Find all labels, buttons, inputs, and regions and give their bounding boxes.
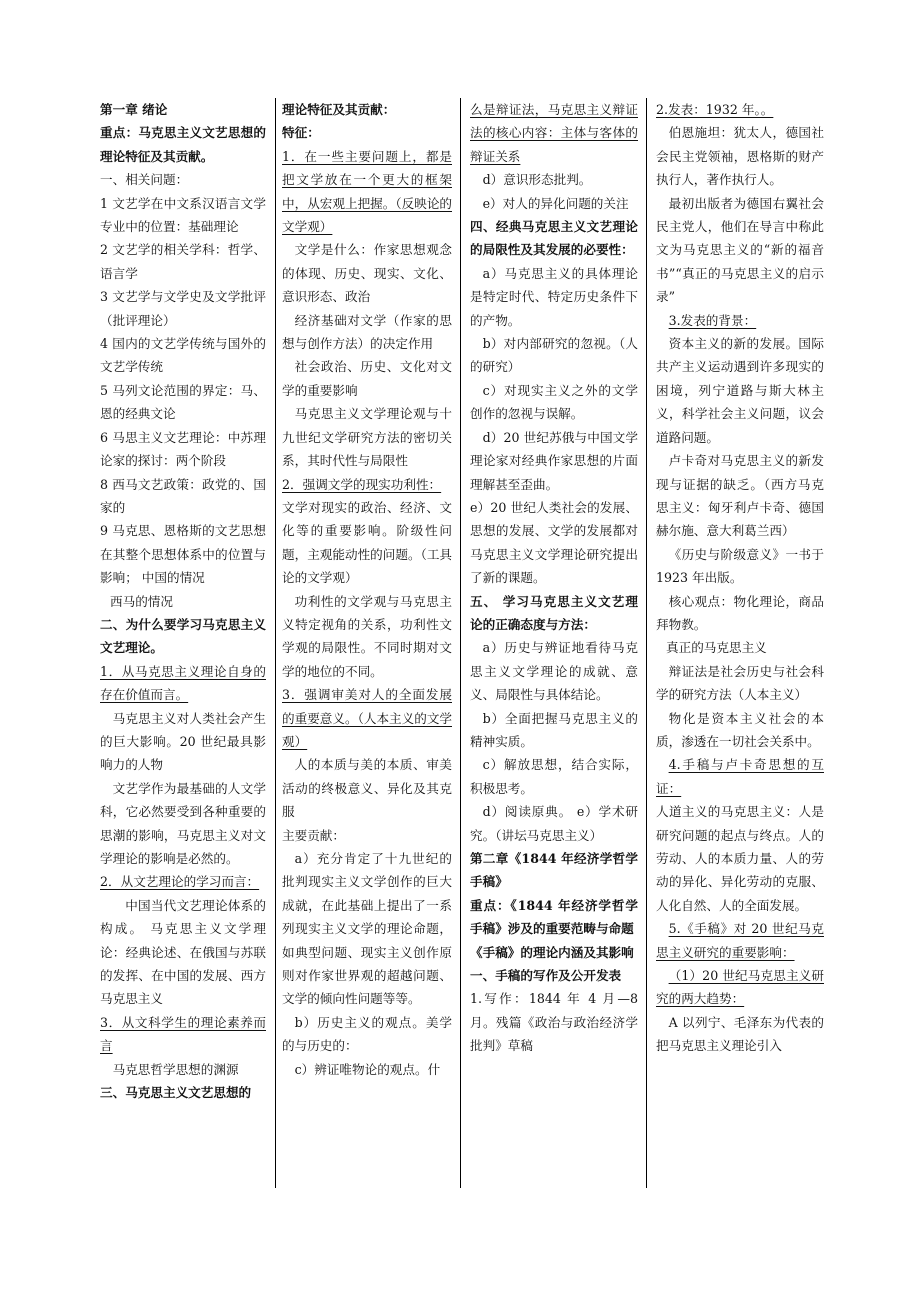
paragraph: 马克思主义对人类社会产生的巨大影响。20 世纪最具影响力的人物 — [100, 710, 266, 773]
paragraph: 文艺学作为最基础的人文学科，它必然要受到各种重要的思潮的影响，马克思主义对文学理论的影响是必然的。 — [100, 780, 266, 866]
paragraph: 4.手稿与卢卡奇思想的互证： — [656, 757, 824, 796]
paragraph: 重点：《1844 年经济学哲学手稿》涉及的重要范畴与命题 — [470, 897, 638, 937]
paragraph: 1．从马克思主义理论自身的存在价值而言。 — [100, 663, 266, 703]
paragraph: 辩证法是社会历史与社会科学的研究方法（人本主义） — [656, 663, 824, 703]
paragraph: 人的本质与美的本质、审美活动的终极意义、异化及其克服 — [282, 757, 452, 820]
paragraph: 3 文艺学与文学史及文学批评（批评理论） — [100, 289, 266, 328]
paragraph: （1）20 世纪马克思主义研究的两大趋势： — [656, 968, 824, 1007]
paragraph: 2．从文艺理论的学习而言： — [100, 874, 260, 890]
paragraph: 2．强调文学的现实功利性： — [282, 476, 442, 492]
text-column-1 — [100, 98, 266, 1188]
paragraph: 3．强调审美对人的全面发展的重要意义。（人本主义的文学观） — [282, 687, 452, 749]
paragraph: e）20 世纪人类社会的发展、思想的发展、文学的发展都对马克思主义文学理论研究提出了新的课题。 — [470, 499, 638, 586]
paragraph: a）历史与辨证地看待马克思主义文学理论的成就、意义、局限性与具体结论。 — [470, 640, 638, 703]
paragraph: 马克思哲学思想的渊源 — [112, 1061, 239, 1077]
paragraph: 核心观点：物化理论，商品拜物教。 — [656, 593, 824, 632]
paragraph: 四、经典马克思主义文艺理论的局限性及其发展的必要性： — [470, 219, 638, 258]
paragraph: 8 西马文艺政策：政党的、国家的 — [100, 476, 266, 515]
paragraph: e）对人的异化问题的关注 — [482, 195, 629, 211]
paragraph: 文学对现实的政治、经济、文化等的重要影响。阶级性问题，主观能动性的问题。（工具论的文学观） — [282, 499, 452, 586]
paragraph: 1 文艺学在中文系汉语言文学专业中的位置：基础理论 — [100, 195, 266, 235]
paragraph: 第二章《1844 年经济学哲学手稿》 — [470, 851, 638, 890]
paragraph: 二、为什么要学习马克思主义文艺理论。 — [100, 616, 266, 656]
paragraph: 三、马克思主义文艺思想的 — [100, 1085, 252, 1101]
paragraph: a）马克思主义的具体理论是特定时代、特定历史条件下的产物。 — [470, 265, 638, 328]
paragraph: A 以列宁、毛泽东为代表的把马克思主义理论引入 — [656, 1014, 824, 1054]
text-column-4 — [656, 98, 824, 1188]
paragraph: a）充分肯定了十九世纪的批判现实主义文学创作的巨大成就，在此基础上提出了一系列现实主义文学的理论命题，如典型问题、现实主义创作原则对作家世界观的超越问题、文学的倾向性问题等等。 — [282, 851, 452, 1007]
paragraph: 物化是资本主义社会的本质，渗透在一切社会关系中。 — [656, 710, 824, 749]
column-divider — [646, 98, 647, 1188]
paragraph: 伯恩施坦：犹太人，德国社会民主党领袖，恩格斯的财产执行人，著作执行人。 — [656, 125, 824, 188]
paragraph: 9 马克思、恩格斯的文艺思想在其整个思想体系中的位置与影响； 中国的情况 — [100, 523, 266, 586]
paragraph: 4 国内的文艺学传统与国外的文艺学传统 — [100, 336, 266, 375]
paragraph: 西马的情况 — [110, 593, 173, 609]
paragraph: 人道主义的马克思主义：人是研究问题的起点与终点。人的劳动、人的本质力量、人的劳动的异化、异化劳动的克服、人化自然、人的全面发展。 — [656, 804, 824, 913]
paragraph: 中国当代文艺理论体系的构成。 马克思主义文学理论：经典论述、在俄国与苏联的发挥、在中国的发展、西方马克思主义 — [100, 897, 266, 1007]
paragraph: 《历史与阶级意义》一书于 1923 年出版。 — [656, 546, 824, 586]
column-divider — [460, 98, 461, 1188]
paragraph: 理论特征及其贡献： — [282, 102, 396, 117]
paragraph: 社会政治、历史、文化对文学的重要影响 — [282, 359, 452, 398]
column-divider — [275, 98, 276, 1188]
paragraph: 真正的马克思主义 — [666, 640, 767, 656]
paragraph: c）解放思想，结合实际，积极思考。 — [470, 757, 638, 796]
paragraph: 6 马思主义文艺理论：中苏理论家的探讨：两个阶段 — [100, 429, 266, 469]
paragraph: d）阅读原典。 e）学术研究。（讲坛马克思主义） — [470, 804, 638, 843]
paragraph: 2 文艺学的相关学科：哲学、语言学 — [100, 242, 266, 281]
paragraph: 2.发表：1932 年。。 — [656, 102, 774, 117]
paragraph: 《手稿》的理论内涵及其影响 — [470, 944, 634, 960]
paragraph: 最初出版者为德国右翼社会民主党人，他们在导言中称此文为马克思主义的“新的福音书”“真正的马克思主义的启示录” — [656, 195, 824, 305]
document-page — [96, 98, 828, 1188]
text-column-3 — [470, 98, 638, 1188]
paragraph: 3.发表的背景： — [668, 312, 757, 328]
paragraph: 5 马列文论范围的界定：马、恩的经典文论 — [100, 382, 266, 422]
paragraph: 特征： — [282, 125, 320, 141]
paragraph: 一、相关问题： — [100, 172, 189, 188]
paragraph: 1．在一些主要问题上，都是把文学放在一个更大的框架中，从宏观上把握。（反映论的文学观） — [282, 148, 452, 235]
paragraph: 重点：马克思主义文艺思想的理论特征及其贡献。 — [100, 125, 266, 164]
text-column-2 — [282, 98, 452, 1188]
paragraph: 3．从文科学生的理论素养而言 — [100, 1014, 266, 1054]
paragraph: d）意识形态批判。 — [482, 172, 592, 188]
paragraph: 1.写作：1844 年 4 月—8 月。残篇《政治与政治经济学批判》草稿 — [470, 991, 638, 1054]
paragraph: b）对内部研究的忽视。（人的研究） — [470, 336, 638, 375]
paragraph: 功利性的文学观与马克思主义特定视角的关系，功利性文学观的局限性。不同时期对文学的地位的不同。 — [282, 593, 452, 679]
paragraph: 五、 学习马克思主义文艺理论的正确态度与方法： — [470, 593, 638, 632]
paragraph: d）20 世纪苏俄与中国文学理论家对经典作家思想的片面理解甚至歪曲。 — [470, 429, 638, 492]
paragraph: 经济基础对文学（作家的思想与创作方法）的决定作用 — [282, 312, 452, 352]
paragraph: 主要贡献： — [282, 827, 345, 843]
paragraph: 第一章 绪论 — [100, 102, 168, 117]
paragraph: b）历史主义的观点。美学的与历史的： — [282, 1014, 452, 1054]
paragraph: c）对现实主义之外的文学创作的忽视与误解。 — [470, 382, 638, 422]
paragraph: 么是辩证法，马克思主义辩证法的核心内容：主体与客体的辩证关系 — [470, 102, 638, 164]
paragraph: 5.《手稿》对 20 世纪马克思主义研究的重要影响： — [656, 921, 824, 960]
paragraph: 一、手稿的写作及公开发表 — [470, 968, 622, 984]
paragraph: b）全面把握马克思主义的精神实质。 — [470, 710, 638, 749]
paragraph: 资本主义的新的发展。国际共产主义运动遇到许多现实的困境，列宁道路与斯大林主义，科学社会主义问题，议会道路问题。 — [656, 336, 824, 445]
paragraph: 马克思主义文学理论观与十九世纪文学研究方法的密切关系，其时代性与局限性 — [282, 406, 452, 469]
paragraph: 文学是什么：作家思想观念的体现、历史、现实、文化、意识形态、政治 — [282, 242, 452, 305]
paragraph: c）辨证唯物论的观点。什 — [294, 1061, 441, 1077]
paragraph: 卢卡奇对马克思主义的新发现与证据的缺乏。（西方马克思主义：匈牙利卢卡奇、德国赫尔施、意大利葛兰西） — [656, 453, 824, 539]
